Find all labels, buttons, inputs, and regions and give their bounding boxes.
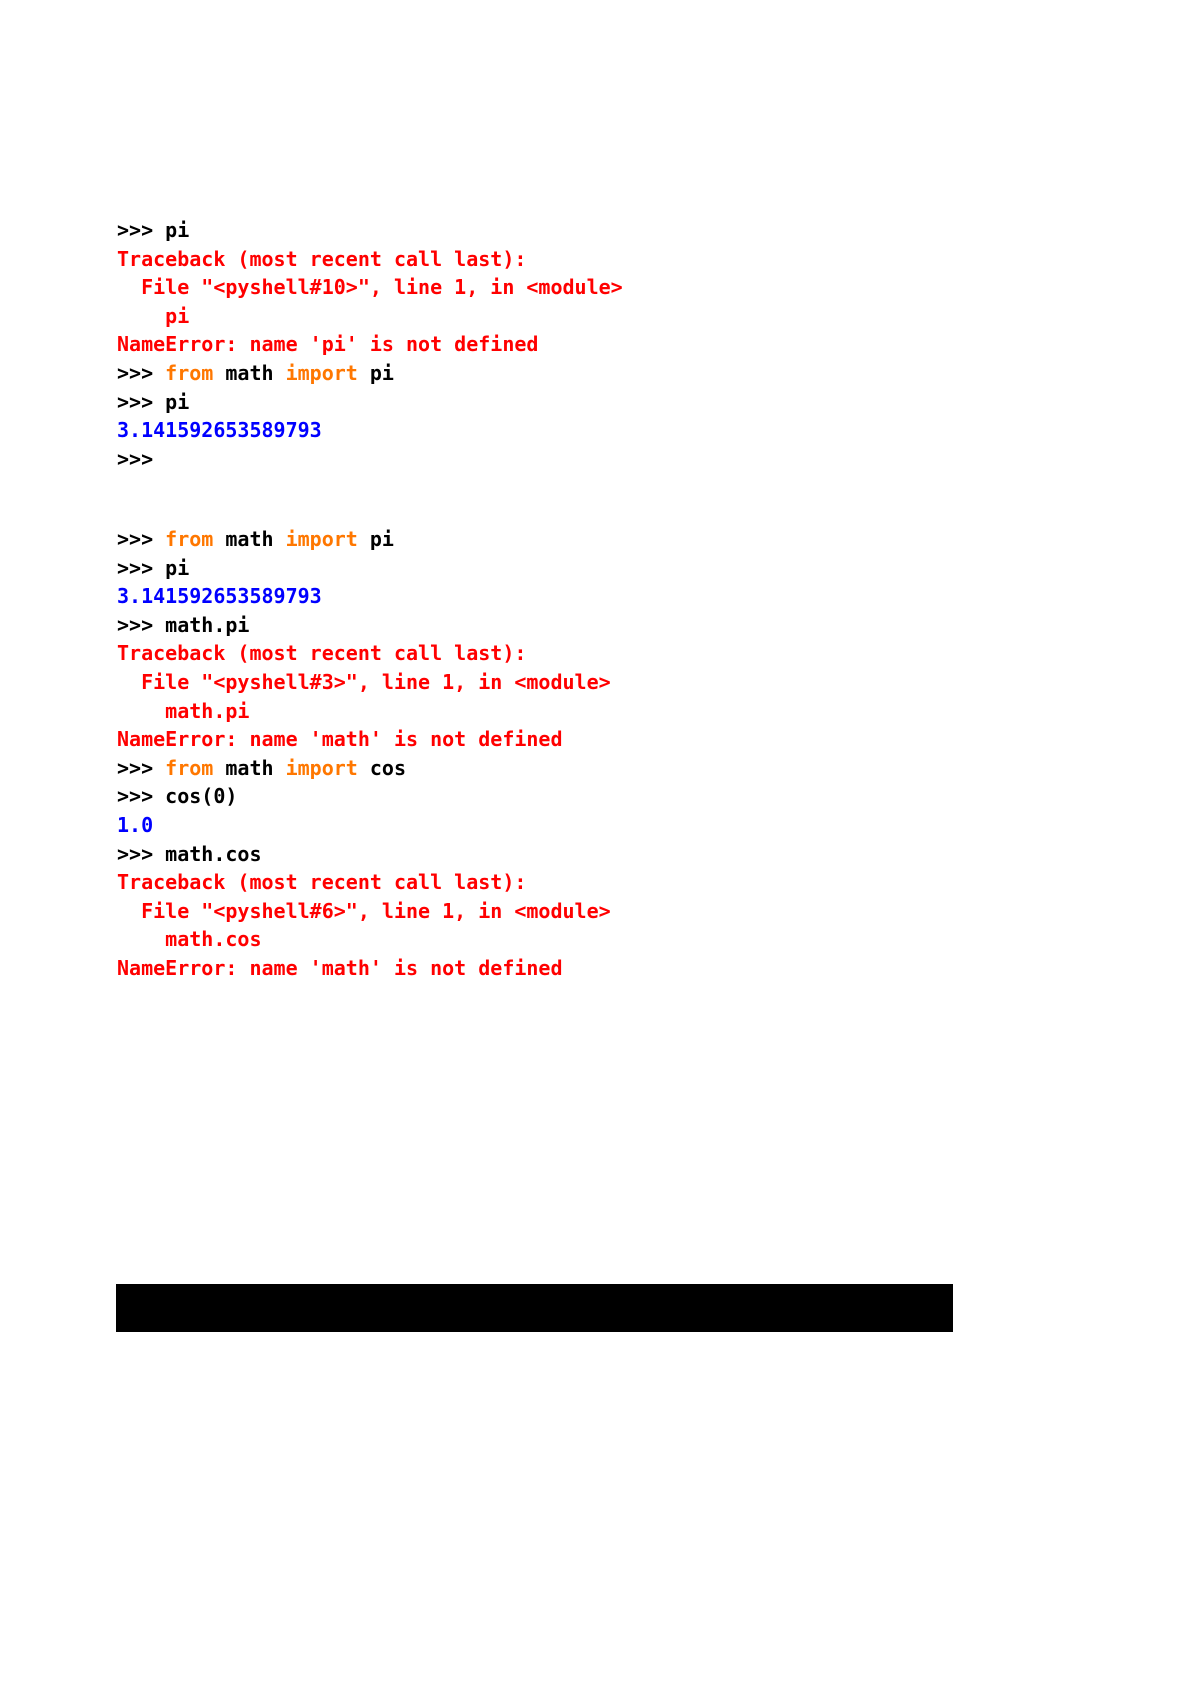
shell-line [117, 554, 611, 583]
error-text: pi [117, 303, 190, 328]
shell-line [117, 868, 611, 897]
error-text: Traceback (most recent call last): [117, 246, 527, 271]
shell-line [117, 302, 623, 331]
shell-line [117, 725, 611, 754]
keyword: from [165, 755, 214, 780]
shell-prompt: >>> [117, 389, 166, 414]
shell-line [117, 840, 611, 869]
shell-prompt: >>> [117, 841, 166, 866]
output-value: 1.0 [117, 812, 154, 837]
output-value: 3.141592653589793 [117, 418, 322, 443]
shell-line [117, 416, 623, 445]
error-text: Traceback (most recent call last): [117, 870, 527, 895]
console-command-line: C:\Users\98151\Desktop\My Code\Python3>python test.py arg1 arg2 arg3 [128, 1343, 784, 1368]
shell-line [117, 897, 611, 926]
keyword: import [285, 360, 358, 385]
shell-line [117, 668, 611, 697]
shell-line [117, 216, 623, 245]
keyword: import [285, 755, 358, 780]
shell-line [117, 445, 623, 474]
code-text: pi [357, 360, 394, 385]
shell-line [117, 273, 623, 302]
python-shell-transcript-1 [117, 216, 623, 473]
code-text: math [213, 360, 286, 385]
error-text: File "<pyshell#6>", line 1, in <module> [117, 898, 611, 923]
code-text: pi [357, 527, 394, 551]
code-text: pi [165, 389, 190, 414]
code-text: math.cos [165, 841, 262, 866]
shell-prompt: >>> [117, 446, 154, 471]
shell-prompt: >>> [117, 218, 166, 242]
shell-line [117, 611, 611, 640]
shell-line [117, 330, 623, 359]
shell-line [117, 245, 623, 274]
shell-prompt: >>> [117, 527, 166, 551]
shell-line [117, 954, 611, 983]
shell-prompt: >>> [117, 784, 166, 809]
error-text: File "<pyshell#3>", line 1, in <module> [117, 669, 611, 694]
shell-line [117, 697, 611, 726]
error-text: math.cos [117, 927, 262, 952]
shell-prompt: >>> [117, 612, 166, 637]
error-text: File "<pyshell#10>", line 1, in <module> [117, 275, 623, 300]
shell-line [117, 388, 623, 417]
error-text: math.pi [117, 698, 250, 723]
code-text: cos(0) [165, 784, 238, 809]
code-text: cos [357, 755, 407, 780]
shell-line [117, 811, 611, 840]
shell-line [117, 925, 611, 954]
shell-line [117, 525, 611, 554]
error-text: NameError: name 'math' is not defined [117, 955, 563, 980]
code-text: math.pi [165, 612, 250, 637]
keyword: from [165, 527, 214, 551]
shell-prompt: >>> [117, 555, 166, 580]
shell-line [117, 782, 611, 811]
keyword: import [285, 527, 358, 551]
code-text: math [213, 527, 286, 551]
error-text: NameError: name 'math' is not defined [117, 727, 563, 752]
keyword: from [165, 360, 214, 385]
python-shell-transcript-2 [117, 525, 611, 983]
error-text: Traceback (most recent call last): [117, 641, 527, 666]
shell-line [117, 754, 611, 783]
command-prompt-console [116, 1284, 953, 1368]
output-value: 3.141592653589793 [117, 584, 322, 609]
code-text: pi [165, 555, 190, 580]
shell-line [117, 359, 623, 388]
code-text: math [213, 755, 286, 780]
code-text: pi [165, 218, 190, 242]
shell-prompt: >>> [117, 360, 166, 385]
shell-prompt: >>> [117, 755, 166, 780]
error-text: NameError: name 'pi' is not defined [117, 332, 539, 357]
shell-line [117, 582, 611, 611]
shell-line [117, 639, 611, 668]
